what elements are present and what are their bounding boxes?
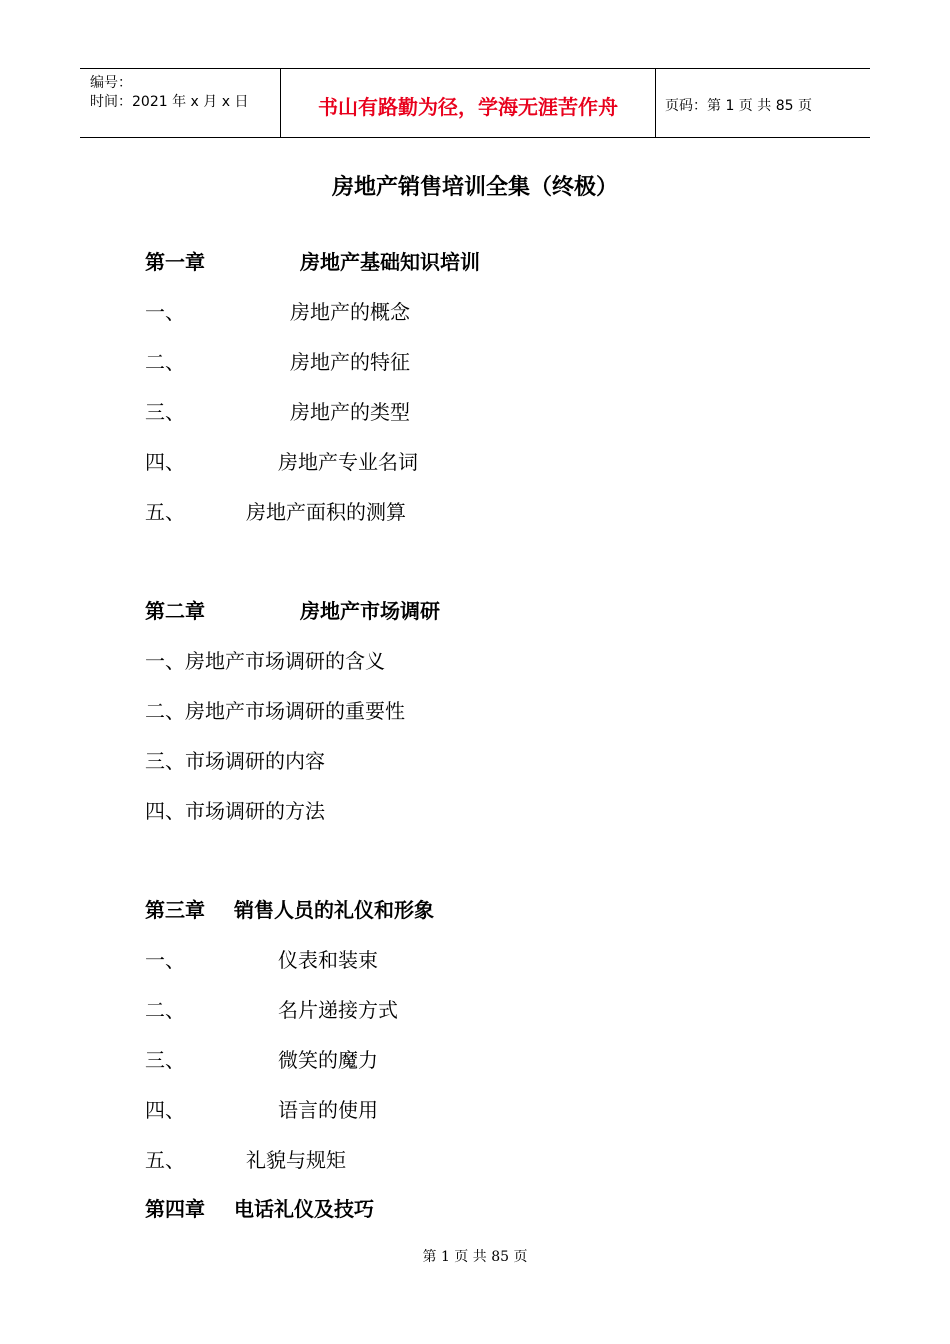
toc-item-text: 房地产面积的测算	[246, 500, 406, 524]
chapter-label: 第四章	[145, 1197, 205, 1221]
toc-item-text: 礼貌与规矩	[246, 1148, 346, 1172]
toc-item: 二、房地产市场调研的重要性	[145, 699, 405, 723]
motto-text: 书山有路勤为径，学海无涯苦作舟	[318, 95, 618, 119]
toc-item-text: 房地产的概念	[290, 300, 410, 324]
header-meta-cell	[80, 69, 280, 137]
toc-item-number: 四、	[145, 450, 185, 474]
chapter-label: 第三章	[145, 898, 205, 922]
chapter-label: 第一章	[145, 250, 205, 274]
page-info: 页码：第 1 页 共 85 页	[665, 98, 812, 114]
toc-item-number: 五、	[145, 1148, 185, 1172]
time-label: 时间：2021 年 x 月 x 日	[90, 94, 249, 110]
document-title: 房地产销售培训全集（终极）	[331, 175, 618, 200]
header-page-cell	[655, 69, 870, 137]
chapter-title: 房地产基础知识培训	[300, 250, 480, 274]
page-footer: 第 1 页 共 85 页	[422, 1249, 528, 1265]
toc-item: 三、市场调研的内容	[145, 749, 325, 773]
number-label: 编号：	[90, 75, 132, 91]
toc-item-text: 语言的使用	[278, 1098, 378, 1122]
toc-item: 一、房地产市场调研的含义	[145, 649, 385, 673]
chapter-title: 电话礼仪及技巧	[234, 1197, 374, 1221]
chapter-title: 销售人员的礼仪和形象	[234, 898, 434, 922]
toc-item-number: 三、	[145, 400, 185, 424]
toc-item-text: 房地产的类型	[290, 400, 410, 424]
toc-item-text: 房地产的特征	[290, 350, 410, 374]
toc-item-number: 三、	[145, 1048, 185, 1072]
toc-item-number: 一、	[145, 948, 185, 972]
document-header	[80, 68, 870, 138]
toc-item-text: 房地产专业名词	[278, 450, 418, 474]
toc-item-number: 二、	[145, 350, 185, 374]
toc-item-text: 微笑的魔力	[278, 1048, 378, 1072]
chapter-title: 房地产市场调研	[300, 599, 440, 623]
toc-item-number: 二、	[145, 998, 185, 1022]
chapter-label: 第二章	[145, 599, 205, 623]
toc-item-number: 四、	[145, 1098, 185, 1122]
toc-item-number: 五、	[145, 500, 185, 524]
toc-item-text: 名片递接方式	[278, 998, 398, 1022]
toc-item-number: 一、	[145, 300, 185, 324]
header-motto-cell	[280, 69, 656, 137]
toc-item: 四、市场调研的方法	[145, 799, 325, 823]
toc-item-text: 仪表和装束	[278, 948, 378, 972]
